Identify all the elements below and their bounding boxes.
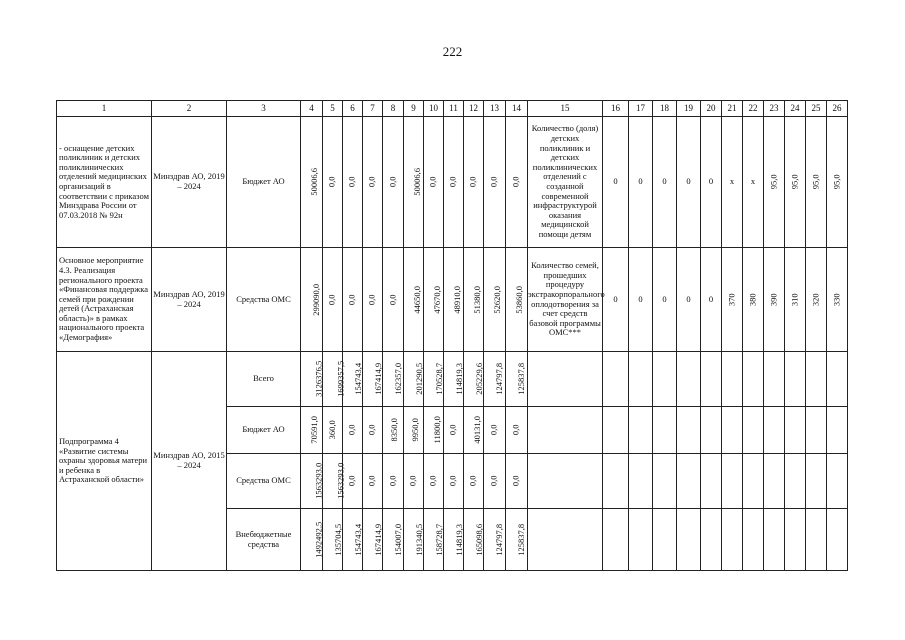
- finance-value: [484, 509, 506, 571]
- finance-value: [301, 509, 323, 571]
- finance-value-value: 0,0: [510, 475, 521, 487]
- target-value: [827, 248, 848, 352]
- finance-value: [301, 407, 323, 454]
- finance-value-value: 0,0: [510, 424, 521, 436]
- finance-value-value: 205229,6: [474, 363, 485, 395]
- target-value: [701, 407, 722, 454]
- target-value: [653, 509, 677, 571]
- target-value: [827, 352, 848, 407]
- finance-value: [464, 248, 484, 352]
- column-header: 25: [806, 101, 827, 117]
- finance-value-value: 299090,0: [311, 283, 322, 316]
- target-value-value: 380: [747, 293, 758, 306]
- finance-value: [301, 352, 323, 407]
- target-value: [764, 352, 785, 407]
- finance-value: [323, 117, 343, 248]
- finance-value: [484, 117, 506, 248]
- finance-value-value: 135704,5: [333, 523, 344, 556]
- indicator-cell: [528, 454, 603, 509]
- column-header: 18: [653, 101, 677, 117]
- column-header: 15: [528, 101, 603, 117]
- finance-value-value: 0,0: [346, 424, 357, 436]
- finance-value: [363, 407, 383, 454]
- column-header: 24: [785, 101, 806, 117]
- funding-source: Внебюджетные средства: [227, 509, 301, 571]
- finance-value-value: 0,0: [488, 176, 499, 188]
- funding-source: Бюджет АО: [227, 407, 301, 454]
- target-value: [653, 352, 677, 407]
- finance-value-value: 124797,8: [494, 523, 505, 556]
- finance-value: [323, 454, 346, 509]
- funding-source: Средства ОМС: [227, 248, 301, 352]
- target-value: [603, 407, 629, 454]
- target-value: [806, 407, 827, 454]
- page-number: 222: [442, 44, 463, 59]
- target-value: [722, 352, 743, 407]
- finance-value: [484, 454, 506, 509]
- finance-value-value: 0,0: [427, 475, 438, 487]
- target-value-value: 95,0: [810, 174, 821, 190]
- finance-value-value: 50006,6: [309, 168, 320, 196]
- finance-value-value: 0,0: [326, 294, 337, 305]
- target-value: 0: [677, 117, 701, 248]
- finance-value: [383, 407, 404, 454]
- target-value: [785, 117, 806, 248]
- funding-source: Бюджет АО: [227, 117, 301, 248]
- finance-value: [484, 352, 506, 407]
- finance-value-value: 154743,4: [353, 363, 364, 395]
- target-value: [827, 509, 848, 571]
- table-row: [57, 248, 848, 352]
- finance-value-value: 154743,4: [353, 523, 364, 556]
- finance-value-value: 11800,0: [431, 416, 442, 444]
- finance-value-value: 47670,0: [432, 285, 443, 314]
- indicator-cell: [528, 407, 603, 454]
- column-header: 17: [629, 101, 653, 117]
- finance-value-value: 0,0: [447, 424, 458, 436]
- target-value: 0: [629, 117, 653, 248]
- finance-value: [484, 407, 506, 454]
- target-value: [743, 509, 764, 571]
- column-header: 4: [301, 101, 323, 117]
- target-value: [785, 407, 806, 454]
- target-value: 0: [701, 248, 722, 352]
- finance-value: [506, 454, 528, 509]
- finance-value-value: 0,0: [447, 475, 458, 487]
- finance-value-value: 165098,6: [474, 523, 485, 556]
- finance-value: [363, 454, 383, 509]
- target-value: [785, 352, 806, 407]
- target-value: [764, 117, 785, 248]
- target-value-value: 370: [726, 293, 737, 306]
- target-value: 0: [653, 117, 677, 248]
- finance-value: [404, 454, 424, 509]
- finance-value: [363, 509, 383, 571]
- target-value: [677, 352, 701, 407]
- target-value: [603, 454, 629, 509]
- finance-value-value: 360,0: [326, 420, 337, 440]
- finance-value-value: 0,0: [346, 176, 357, 188]
- column-header: 8: [383, 101, 404, 117]
- target-value: [629, 509, 653, 571]
- finance-value: [506, 352, 528, 407]
- finance-value: [343, 407, 363, 454]
- finance-value-value: 0,0: [366, 294, 377, 305]
- finance-value: [363, 248, 383, 352]
- column-header: 2: [152, 101, 227, 117]
- finance-value-value: 0,0: [366, 475, 377, 487]
- finance-value: [323, 509, 343, 571]
- target-value: [701, 454, 722, 509]
- finance-value-value: 154007,0: [393, 523, 404, 556]
- target-value: [785, 454, 806, 509]
- target-value: [722, 407, 743, 454]
- table-row: [57, 352, 848, 407]
- target-value-value: 320: [810, 293, 821, 306]
- finance-value: [301, 454, 323, 509]
- finance-value-value: 201290,5: [414, 363, 425, 395]
- table-row: [57, 117, 848, 248]
- finance-value-value: 0,0: [387, 475, 398, 487]
- target-value-value: 330: [831, 293, 842, 306]
- finance-value: [506, 117, 528, 248]
- finance-value-value: 0,0: [427, 176, 438, 188]
- finance-value: [383, 117, 404, 248]
- finance-value: [404, 248, 424, 352]
- column-header: 14: [506, 101, 528, 117]
- column-header: 6: [343, 101, 363, 117]
- finance-value: [424, 454, 444, 509]
- target-value-value: 95,0: [831, 174, 842, 190]
- target-value: [827, 454, 848, 509]
- finance-value: [404, 509, 424, 571]
- indicator-cell: [528, 352, 603, 407]
- finance-value-value: 170528,7: [434, 363, 445, 395]
- target-value: [806, 509, 827, 571]
- finance-value: [506, 407, 528, 454]
- target-value-value: 95,0: [789, 174, 800, 190]
- target-value: [629, 454, 653, 509]
- finance-value: [404, 352, 424, 407]
- target-value: [603, 352, 629, 407]
- finance-value-value: 0,0: [510, 176, 521, 188]
- target-value: [785, 509, 806, 571]
- finance-value: [444, 117, 464, 248]
- finance-value-value: 0,0: [387, 294, 398, 305]
- finance-value-value: 50006,6: [412, 168, 423, 196]
- activity-name: - оснащение детских поликлиник и детских поликлинических отделений медицинских организаций в соответствии с приказом Минздрава России от 07.03.2018 № 92н: [57, 117, 152, 248]
- target-value: 0: [677, 248, 701, 352]
- target-value: [764, 248, 785, 352]
- target-value: [677, 454, 701, 509]
- funding-source: Средства ОМС: [227, 454, 301, 509]
- target-value: [701, 352, 722, 407]
- finance-value-value: 167414,9: [373, 363, 384, 395]
- finance-value-value: 167414,9: [373, 523, 384, 556]
- finance-value: [301, 248, 323, 352]
- target-value: x: [722, 117, 743, 248]
- finance-value: [464, 352, 484, 407]
- finance-value: [424, 509, 444, 571]
- finance-value: [383, 454, 404, 509]
- finance-value-value: 1699357,5: [335, 360, 346, 398]
- column-header: 3: [227, 101, 301, 117]
- target-value: [764, 454, 785, 509]
- target-value: 0: [629, 248, 653, 352]
- finance-value-value: 40131,0: [472, 416, 483, 444]
- target-value: [827, 407, 848, 454]
- column-header: 21: [722, 101, 743, 117]
- finance-value: [343, 248, 363, 352]
- target-value: [603, 509, 629, 571]
- finance-value-value: 0,0: [447, 176, 458, 188]
- target-value: [743, 454, 764, 509]
- target-value: [785, 248, 806, 352]
- target-value: 0: [701, 117, 722, 248]
- finance-value: [506, 509, 528, 571]
- finance-value-value: 0,0: [488, 475, 499, 487]
- column-header: 9: [404, 101, 424, 117]
- column-header: 13: [484, 101, 506, 117]
- finance-value-value: 0,0: [366, 176, 377, 188]
- column-header: 5: [323, 101, 343, 117]
- target-value: [806, 454, 827, 509]
- finance-value: [464, 117, 484, 248]
- finance-value: [424, 407, 444, 454]
- target-value: [827, 117, 848, 248]
- finance-value-value: 0,0: [387, 176, 398, 188]
- finance-value-value: 162357,0: [393, 363, 404, 395]
- finance-value-value: 158728,7: [434, 523, 445, 556]
- finance-value-value: 0,0: [407, 475, 418, 487]
- indicator-cell: [528, 509, 603, 571]
- target-value-value: 390: [768, 293, 779, 306]
- column-header: 1: [57, 101, 152, 117]
- finance-value: [484, 248, 506, 352]
- finance-value: [464, 454, 484, 509]
- column-header: 12: [464, 101, 484, 117]
- target-value: [806, 352, 827, 407]
- column-header: 22: [743, 101, 764, 117]
- column-header: 10: [424, 101, 444, 117]
- finance-value: [343, 509, 363, 571]
- target-value-value: 95,0: [768, 174, 779, 190]
- finance-value-value: 3126376,5: [313, 360, 324, 398]
- target-value: [743, 248, 764, 352]
- finance-value-value: 124797,8: [494, 363, 505, 395]
- column-header: 23: [764, 101, 785, 117]
- column-header: 20: [701, 101, 722, 117]
- finance-value: [363, 352, 383, 407]
- finance-value: [464, 407, 484, 454]
- target-value: [677, 407, 701, 454]
- subprogram-name: Подпрограмма 4 «Развитие системы охраны здоровья матери и ребенка в Астраханской области»: [57, 352, 152, 571]
- finance-value: [444, 352, 464, 407]
- finance-value-value: 1492492,5: [313, 521, 324, 558]
- target-value: [743, 407, 764, 454]
- column-header: 16: [603, 101, 629, 117]
- finance-value: [383, 248, 404, 352]
- column-header: 7: [363, 101, 383, 117]
- finance-value-value: 51380,0: [472, 285, 483, 314]
- header-row: [57, 101, 848, 117]
- finance-value-value: 0,0: [366, 424, 377, 436]
- finance-value-value: 0,0: [467, 475, 478, 487]
- target-value: [701, 509, 722, 571]
- finance-value-value: 9950,0: [409, 418, 420, 442]
- target-value: [677, 509, 701, 571]
- finance-value: [424, 248, 444, 352]
- finance-value: [343, 117, 363, 248]
- finance-value: [424, 117, 444, 248]
- finance-value-value: 114819,3: [453, 363, 464, 395]
- column-header: 26: [827, 101, 848, 117]
- funding-source: Всего: [227, 352, 301, 407]
- finance-value: [464, 509, 484, 571]
- target-value: [743, 352, 764, 407]
- target-value: [764, 407, 785, 454]
- finance-value-value: 125837,8: [516, 523, 527, 556]
- target-value: [806, 117, 827, 248]
- target-value: 0: [653, 248, 677, 352]
- finance-value-value: 52620,0: [492, 285, 503, 314]
- finance-value: [383, 509, 404, 571]
- target-value: [653, 407, 677, 454]
- finance-value-value: 8350,0: [388, 418, 399, 442]
- finance-value-value: 0,0: [346, 294, 357, 305]
- target-value: 0: [603, 117, 629, 248]
- finance-value: [363, 117, 383, 248]
- finance-value: [506, 248, 528, 352]
- finance-value-value: 0,0: [346, 475, 357, 487]
- finance-value-value: 48910,0: [452, 285, 463, 314]
- finance-value: [301, 117, 323, 248]
- target-value: [629, 352, 653, 407]
- finance-value-value: 44650,0: [412, 285, 423, 314]
- executor-cell: Минздрав АО, 2019 – 2024: [152, 248, 227, 352]
- program-table: [56, 100, 848, 571]
- executor-cell: Минздрав АО, 2015 – 2024: [152, 352, 227, 571]
- target-value: x: [743, 117, 764, 248]
- finance-value-value: 125837,8: [516, 363, 527, 395]
- column-header: 19: [677, 101, 701, 117]
- target-value-value: 310: [789, 293, 800, 306]
- finance-value: [444, 454, 464, 509]
- executor-cell: Минздрав АО, 2019 – 2024: [152, 117, 227, 248]
- finance-value: [444, 509, 464, 571]
- finance-value: [404, 407, 424, 454]
- finance-value-value: 0,0: [488, 424, 499, 436]
- finance-value-value: 1563293,0: [313, 462, 324, 500]
- target-value: [764, 509, 785, 571]
- finance-value-value: 1563293,0: [335, 462, 346, 500]
- finance-value-value: 53860,0: [514, 285, 525, 314]
- finance-value: [444, 407, 464, 454]
- target-value: [653, 454, 677, 509]
- target-value: [629, 407, 653, 454]
- finance-value-value: 191340,5: [414, 523, 425, 556]
- indicator-cell: Количество (доля) детских поликлиник и детских поликлинических отделений с созданной современной инфраструктурой оказания медицинской помощи детям: [528, 117, 603, 248]
- column-header: 11: [444, 101, 464, 117]
- finance-value: [323, 352, 346, 407]
- finance-value-value: 0,0: [326, 176, 337, 188]
- target-value: [722, 509, 743, 571]
- finance-value-value: 114819,3: [453, 523, 464, 556]
- finance-value-value: 70591,0: [309, 416, 320, 444]
- finance-value: [383, 352, 404, 407]
- finance-value: [444, 248, 464, 352]
- target-value: [806, 248, 827, 352]
- target-value: [722, 454, 743, 509]
- target-value: [722, 248, 743, 352]
- indicator-cell: Количество семей, прошедших процедуру экстракорпорального оплодотворения за счет средств базовой программы ОМС***: [528, 248, 603, 352]
- target-value: 0: [603, 248, 629, 352]
- finance-value: [323, 248, 343, 352]
- finance-value: [424, 352, 444, 407]
- finance-value: [404, 117, 424, 248]
- finance-value: [323, 407, 343, 454]
- finance-value-value: 0,0: [467, 176, 478, 188]
- activity-name: Основное мероприятие 4.3. Реализация регионального проекта «Финансовая поддержка семей при рождении детей (Астраханская область)» в рамках национального проекта «Демография»: [57, 248, 152, 352]
